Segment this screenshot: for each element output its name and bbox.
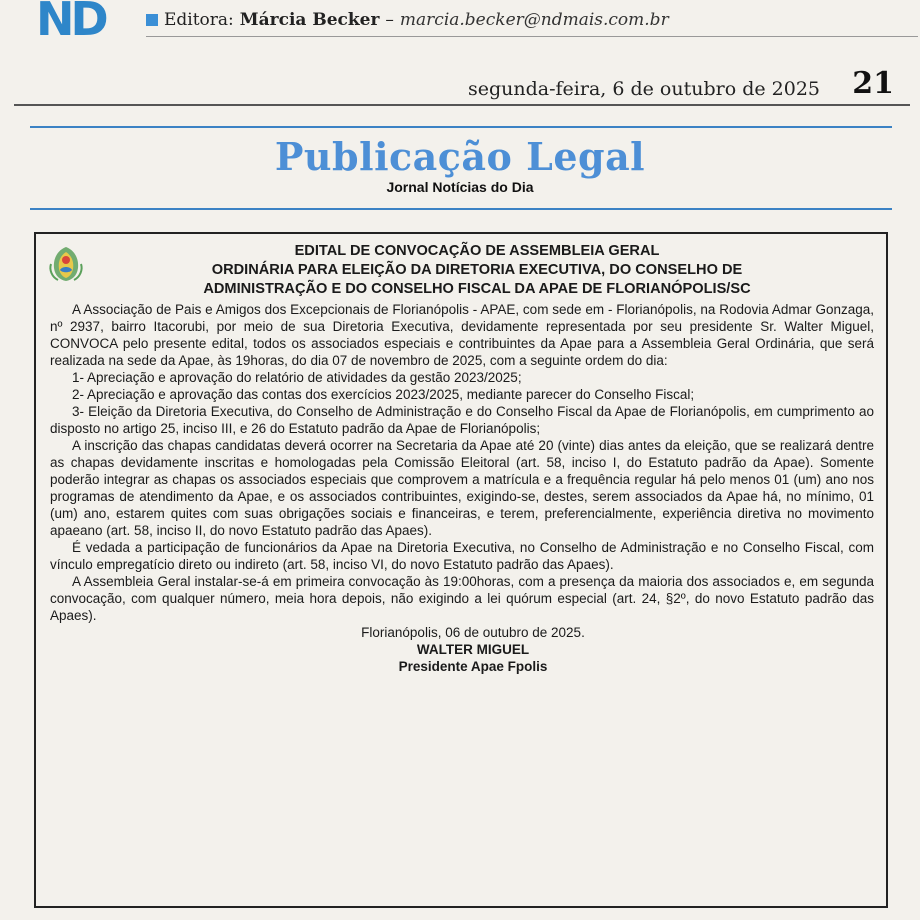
signer-role: Presidente Apae Fpolis — [398, 659, 548, 674]
signer-name: WALTER MIGUEL — [416, 642, 530, 657]
header-divider — [14, 104, 910, 106]
legal-notice-box — [34, 232, 888, 908]
square-bullet-icon — [146, 14, 158, 26]
section-subtitle: Jornal Notícias do Dia — [386, 179, 534, 195]
notice-intro-paragraph: A Associação de Pais e Amigos dos Excepcionais de Florianópolis - APAE, com sede em - Florianópolis, na Rodovia Admar Gonzaga, nº 2937, bairro Itacorubi, por meio de sua Diretoria Executiva, devidamente representada por seu presidente Sr. Walter Miguel, CONVOCA pelo presente edital, todos os associados especiais e contribuintes da Apae para a Assembleia Geral Ordinária, que será realizada na sede da Apae, às 19horas, do dia 07 de novembro de 2025, com a seguinte ordem do dia: — [50, 302, 874, 368]
page-number: 21 — [852, 66, 894, 101]
editor-separator: – — [385, 10, 394, 30]
agenda-item: 3- Eleição da Diretoria Executiva, do Conselho de Administração e do Conselho Fiscal da Apae de Florianópolis, em cumprimento ao disposto no artigo 25, inciso III, e 26 do Estatuto padrão da Apae de Florianópolis; — [50, 404, 874, 436]
apae-emblem-icon — [46, 244, 86, 284]
quorum-paragraph: A Assembleia Geral instalar-se-á em primeira convocação às 19:00horas, com a presença da maioria dos associados e, em segunda convocação, com qualquer número, meia hora depois, não exigindo a lei quórum especial (art. 24, §2º, do novo Estatuto padrão das Apaes). — [50, 574, 874, 623]
registration-paragraph: A inscrição das chapas candidatas deverá ocorrer na Secretaria da Apae até 20 (vinte) dias antes da eleição, que se realizará dentre as chapas devidamente inscritas e homologadas pela Comissão Eleitoral (art. 58, inciso I, do Estatuto padrão da Apae). Somente poderão integrar as chapas os associados especiais que comprovem a matrícula e a frequência regular há pelo menos 01 (um) ano nos programas de atendimento da Apae, e os associados contribuintes, exigindo-se, destes, serem associados da Apae há, no mínimo, 01 (um) ano, estarem quites com suas obrigações sociais e financeiras, e terem, preferencialmente, experiência diretiva no movimento apaeano (art. 58, inciso II, do novo Estatuto padrão das Apaes). — [50, 438, 874, 538]
agenda-item: 1- Apreciação e aprovação do relatório de atividades da gestão 2023/2025; — [72, 370, 522, 385]
agenda-item: 2- Apreciação e aprovação das contas dos exercícios 2023/2025, mediante parecer do Conselho Fiscal; — [72, 387, 695, 402]
notice-title-line: ORDINÁRIA PARA ELEIÇÃO DA DIRETORIA EXECUTIVA, DO CONSELHO DE — [211, 262, 743, 278]
editor-label: Editora: — [164, 10, 234, 30]
editor-underline — [146, 36, 918, 37]
section-rule-bottom — [30, 208, 892, 210]
page-date: segunda-feira, 6 de outubro de 2025 — [467, 78, 820, 100]
section-title: Publicação Legal — [274, 134, 646, 179]
prohibition-paragraph: É vedada a participação de funcionários da Apae na Diretoria Executiva, no Conselho de Administração e no Conselho Fiscal, com vínculo empregatício direto ou indireto (art. 58, inciso VI, do novo Estatuto padrão das Apaes). — [50, 540, 874, 572]
section-rule-top — [30, 126, 892, 128]
notice-title-line: ADMINISTRAÇÃO E DO CONSELHO FISCAL DA APAE DE FLORIANÓPOLIS/SC — [203, 281, 751, 297]
notice-title-line: EDITAL DE CONVOCAÇÃO DE ASSEMBLEIA GERAL — [294, 243, 660, 259]
editor-name: Márcia Becker — [239, 10, 380, 30]
nd-logo: ND — [36, 0, 105, 46]
editor-email: marcia.becker@ndmais.com.br — [399, 10, 669, 30]
editor-line — [146, 10, 669, 30]
notice-title — [90, 242, 864, 299]
place-date: Florianópolis, 06 de outubro de 2025. — [361, 625, 585, 640]
